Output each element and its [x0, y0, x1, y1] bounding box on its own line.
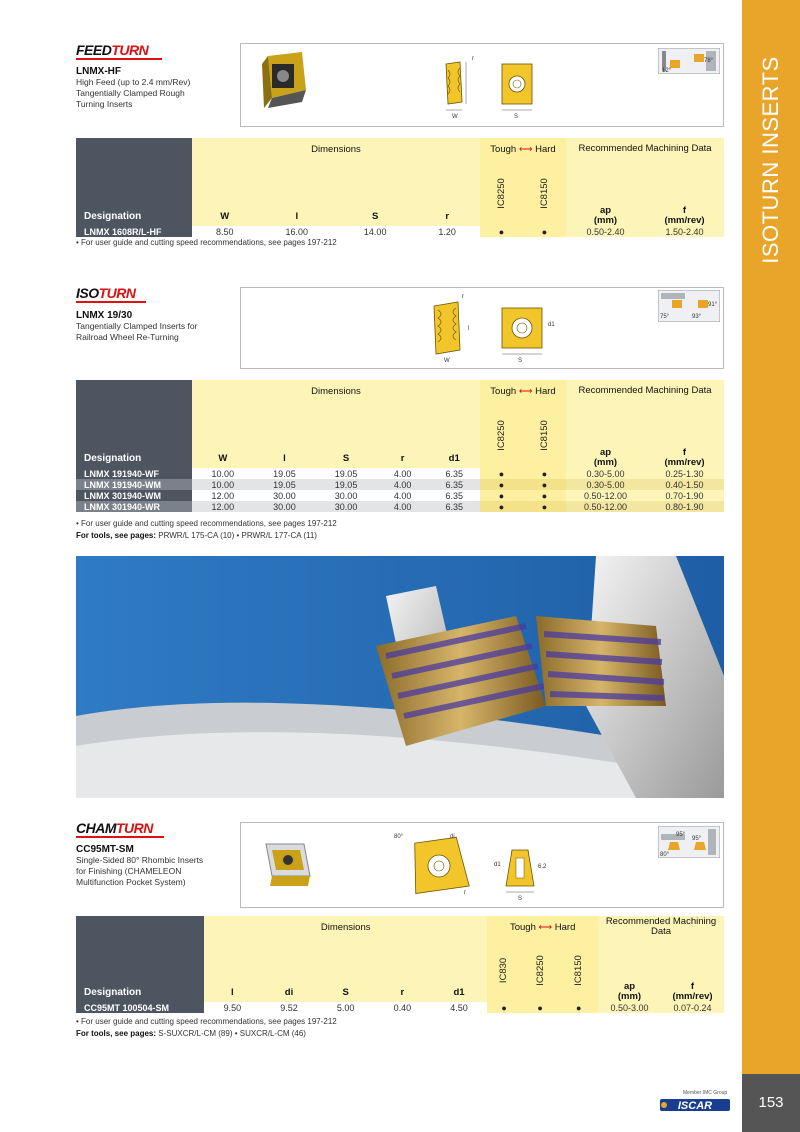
svg-text:r: r: [462, 294, 464, 300]
svg-text:di: di: [450, 834, 455, 840]
brand-feedturn: FEEDTURN: [76, 42, 149, 58]
svg-text:d1: d1: [494, 862, 501, 868]
product-code: LNMX-HF: [76, 66, 121, 77]
svg-text:12°: 12°: [662, 68, 672, 74]
svg-text:ISCAR: ISCAR: [677, 1100, 713, 1112]
brand-underline: [76, 58, 162, 60]
brand-chamturn: CHAMTURN: [76, 820, 153, 836]
designation-header: Designation: [76, 448, 192, 468]
table-row: LNMX 191940-WF 10.00 19.05 19.05 4.00 6.35 ● ● 0.30-5.00 0.25-1.30: [76, 468, 724, 479]
svg-text:93°: 93°: [692, 314, 702, 320]
side-title-text: ISOTURN INSERTS: [758, 56, 783, 264]
recommended-header: Recommended Machining Data: [598, 916, 724, 938]
spec-table-lnmx: Dimensions Tough ⟷ Hard Recommended Machining Data IC8250 IC8150 Designation W l S r d1 ap (mm) f (mm/rev) LNMX 191940-WF 10.00 19.05 19.05 4.00 6.35 ● ● 0.30-5.00 0.25-1.30 LNMX 191940-WM 10.00 19.05 19.05 4.00 6.35 ● ● 0.30-5.00 0.40-1.50 LNMX 301940-WM 12.00 30.00 30.00 4.00 6.35 ● ● 0.50-12.00 0.70-1.90 LNMX 301940-WR 12.00 30.00 30.00 4.00 6.35 ● ● 0.50-12.00 0.80-1.90: [76, 380, 724, 512]
table-row: CC95MT 100504-SM 9.50 9.52 5.00 0.40 4.50 ● ● ● 0.50-3.00 0.07-0.24: [76, 1002, 724, 1013]
svg-text:80°: 80°: [660, 852, 670, 858]
brand-isoturn: ISOTURN: [76, 285, 136, 301]
designation-header: Designation: [76, 206, 192, 226]
product-description: Single-Sided 80° Rhombic Inserts for Finishing (CHAMELEON Multifunction Pocket System): [76, 855, 204, 887]
brand-underline: [76, 836, 164, 838]
table-row: LNMX 191940-WM 10.00 19.05 19.05 4.00 6.35 ● ● 0.30-5.00 0.40-1.50: [76, 479, 724, 490]
svg-text:l: l: [468, 326, 470, 332]
svg-text:80°: 80°: [394, 834, 404, 840]
recommended-header: Recommended Machining Data: [566, 138, 724, 160]
svg-text:W: W: [452, 114, 458, 120]
product-description: Tangentially Clamped Inserts for Railroad Wheel Re-Turning: [76, 321, 198, 342]
svg-text:d1: d1: [548, 322, 555, 328]
spec-table-hf: Dimensions Tough ⟷ Hard Recommended Machining Data IC8250 IC8150 Designation W l S r ap (mm) f (mm/rev) LNMX 1608R/L-HF 8.50 16.00 14.00 1.20 ● ● 0.50-2.40 1.50-2.40: [76, 138, 724, 237]
tough-hard-header: Tough ⟷ Hard: [480, 138, 566, 160]
svg-text:r: r: [464, 890, 466, 896]
svg-text:91°: 91°: [708, 302, 718, 308]
svg-text:78°: 78°: [704, 58, 714, 64]
designation-header: Designation: [76, 982, 204, 1002]
svg-text:6.2: 6.2: [538, 864, 547, 870]
insert-diagram-cc95: [394, 828, 554, 904]
svg-text:75°: 75°: [660, 314, 670, 320]
insert-diagram-lnmx: [428, 292, 568, 364]
table-row: LNMX 301940-WM 12.00 30.00 30.00 4.00 6.35 ● ● 0.50-12.00 0.70-1.90: [76, 490, 724, 501]
side-title: [748, 40, 794, 280]
svg-text:S: S: [518, 896, 523, 902]
spec-table-cc95: Dimensions Tough ⟷ Hard Recommended Machining Data IC830 IC8250 IC8150 Designation l di S r d1 ap (mm) f (mm/rev) CC95MT 100504-SM 9.50 9.52 5.00 0.40 4.50 ● ● ● 0.50-3.00 0.07-0.24: [76, 916, 724, 1013]
machining-photo: [76, 556, 724, 798]
product-description: High Feed (up to 2.4 mm/Rev) Tangentially Clamped Rough Turning Inserts: [76, 77, 191, 109]
iscar-logo-icon: [660, 1093, 730, 1113]
tools-cc95: For tools, see pages: S-SUXCR/L-CM (89) • SUXCR/L-CM (46): [76, 1029, 306, 1038]
product-code: CC95MT-SM: [76, 844, 134, 855]
insert-diagram-hf: [438, 54, 538, 120]
tough-hard-header: Tough ⟷ Hard: [487, 916, 598, 938]
operation-icon-hf: [658, 48, 720, 74]
dimensions-header: Dimensions: [192, 380, 480, 448]
note-lnmx: • For user guide and cutting speed recommendations, see pages 197-212: [76, 519, 337, 528]
tough-hard-header: Tough ⟷ Hard: [480, 380, 566, 402]
machining-illustration: [76, 556, 724, 798]
member-text: Member IMC Group: [683, 1090, 728, 1096]
svg-text:S: S: [514, 114, 519, 120]
dimensions-header: Dimensions: [204, 916, 487, 982]
note-hf: • For user guide and cutting speed recommendations, see pages 197-212: [76, 238, 337, 247]
operation-icon-lnmx: [658, 290, 720, 322]
svg-text:r: r: [472, 56, 474, 62]
product-code: LNMX 19/30: [76, 310, 133, 321]
table-row: LNMX 301940-WR 12.00 30.00 30.00 4.00 6.35 ● ● 0.50-12.00 0.80-1.90: [76, 501, 724, 512]
page-number: 153: [758, 1094, 784, 1111]
dimensions-header: Dimensions: [192, 138, 480, 206]
svg-text:W: W: [444, 358, 450, 364]
note-cc95: • For user guide and cutting speed recommendations, see pages 197-212: [76, 1017, 337, 1026]
brand-underline: [76, 301, 146, 303]
table-row: LNMX 1608R/L-HF 8.50 16.00 14.00 1.20 ● ● 0.50-2.40 1.50-2.40: [76, 226, 724, 237]
tools-lnmx: For tools, see pages: PRWR/L 175-CA (10) • PRWR/L 177-CA (11): [76, 531, 317, 540]
operation-icon-cc95: [658, 826, 720, 858]
recommended-header: Recommended Machining Data: [566, 380, 724, 402]
svg-text:95°: 95°: [692, 836, 702, 842]
svg-text:S: S: [518, 358, 523, 364]
svg-text:95°: 95°: [676, 832, 686, 838]
